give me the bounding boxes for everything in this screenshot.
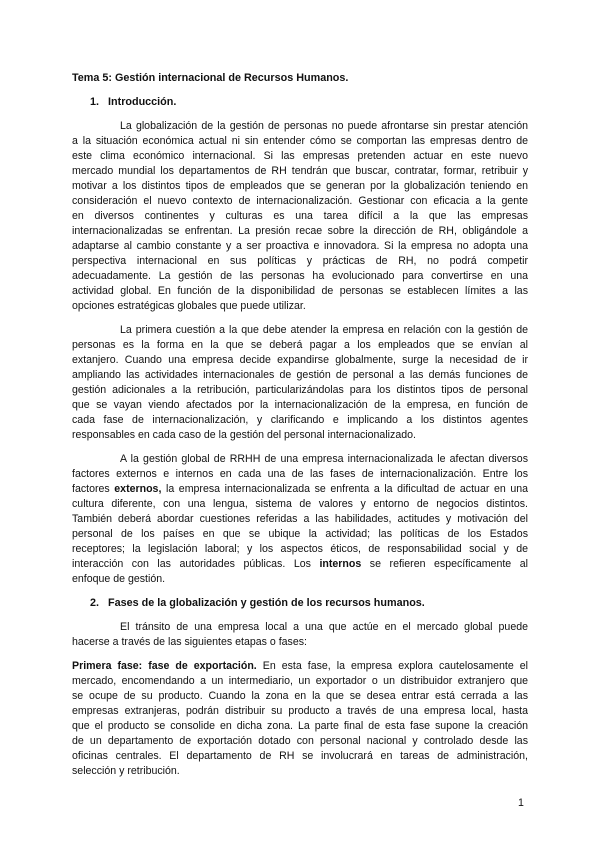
text-run: factores externos e internos en cada una de las fases de internacionalización. Entre los <box>72 468 528 480</box>
paragraph <box>72 659 528 779</box>
text-run: hacerse a través de las siguientes etapas o fases: <box>72 636 307 648</box>
text-run: enfoque de gestión. <box>72 573 166 585</box>
text-run: En esta fase, la empresa explora cautelosamente el <box>256 660 528 672</box>
text-line <box>72 764 528 779</box>
text-run: gestión adicionales a la retribución, particularizándolas para los distintos tipos de personal <box>72 384 528 396</box>
text-run: responsables en cada caso de la gestión del personal internacionalizado. <box>72 429 416 441</box>
text-line <box>72 620 528 635</box>
text-run: internacionalizadas se enfrentan. La presión recae sobre la dirección de RH, obligándole a <box>72 225 528 237</box>
text-line <box>72 635 528 650</box>
text-run: adecuadamente. La gestión de las personas ha evolucionado para convertirse en una <box>72 270 528 282</box>
text-line <box>72 557 528 572</box>
text-line <box>72 413 528 428</box>
text-line <box>72 239 528 254</box>
bold-text: internos <box>319 558 362 570</box>
text-run: oficinas centrales. El departamento de RH se involucrará en tareas de administración, <box>72 750 528 762</box>
paragraph <box>72 323 528 443</box>
bold-text: externos, <box>114 483 162 495</box>
text-run: en diversos continentes y culturas es una tarea difícil a la que las empresas <box>72 210 528 222</box>
section-heading-introduccion <box>90 95 528 110</box>
text-line <box>72 119 528 134</box>
text-run: se ocupe de su producto. Cuando la zona en la que se desea entrar está cerrada a las <box>72 690 528 702</box>
text-line <box>72 149 528 164</box>
section-number: 2. <box>90 597 100 609</box>
text-line <box>72 338 528 353</box>
text-line <box>72 527 528 542</box>
text-run: selección y retribución. <box>72 765 180 777</box>
text-line <box>72 719 528 734</box>
text-line <box>72 452 528 467</box>
document-body <box>72 71 528 788</box>
text-line <box>72 398 528 413</box>
text-run: extanjero. Cuando una empresa decide expandirse globalmente, surge la necesidad de ir <box>72 354 528 366</box>
section-title: Fases de la globalización y gestión de los recursos humanos. <box>108 597 425 609</box>
text-run: cultura diferente, con una lengua, sistema de valores y entorno de negocios distintos. <box>72 498 528 510</box>
text-run: mercado mundial los departamentos de RH tendrán que buscar, contratar, formar, retribuir y <box>72 165 528 177</box>
bold-text: Primera fase: fase de exportación. <box>72 660 257 672</box>
text-run: La primera cuestión a la que debe atender la empresa en relación con la gestión de <box>120 324 528 336</box>
section-number: 1. <box>90 96 100 108</box>
text-line <box>72 224 528 239</box>
paragraph <box>72 620 528 650</box>
text-line <box>72 704 528 719</box>
text-line <box>72 542 528 557</box>
text-run: actividad global. En función de la disponibilidad de personas se establecen límites a las <box>72 285 528 297</box>
text-line <box>72 353 528 368</box>
text-line <box>72 194 528 209</box>
text-line <box>72 749 528 764</box>
section-title: Introducción. <box>108 96 177 108</box>
text-line <box>72 497 528 512</box>
text-run: También deberá abordar cuestiones referidas a las habilidades, actitudes y motivación del <box>72 513 528 525</box>
text-run: motivar a los distintos tipos de empleados que se generan por la globalización teniendo en <box>72 180 528 192</box>
text-line <box>72 512 528 527</box>
text-run: A la gestión global de RRHH de una empresa internacionalizada le afectan diversos <box>120 453 528 465</box>
page-number: 1 <box>518 797 524 809</box>
text-line <box>72 482 528 497</box>
text-line <box>72 734 528 749</box>
text-line <box>72 659 528 674</box>
text-line <box>72 572 528 587</box>
text-run: se refieren específicamente al <box>361 558 528 570</box>
text-line <box>72 254 528 269</box>
text-run: mercado, encomendando a un intermediario, un exportador o un distribuidor extranjero que <box>72 675 528 687</box>
text-line <box>72 299 528 314</box>
text-run: empresas extranjeras, podrán distribuir su producto a través de una empresa local, hasta <box>72 705 528 717</box>
text-run: este clima económico internacional. Si las empresas pretenden actuar en este nuevo <box>72 150 528 162</box>
text-line <box>72 269 528 284</box>
text-run: a la situación económica actual ni sin entender cómo se comportan las empresas dentro de <box>72 135 528 147</box>
text-line <box>72 467 528 482</box>
text-run: que el producto se consolide en dicha zona. La parte final de esta fase supone la creación <box>72 720 528 732</box>
text-run: cada fase de internacionalización, y clarificando e implicando a los distintos agentes <box>72 414 528 426</box>
paragraph <box>72 452 528 587</box>
text-run: personas es la forma en la que se deberá pagar a los empleados que se envían al <box>72 339 528 351</box>
text-run: factores <box>72 483 115 495</box>
text-run: personal de los países en que se ubique la actividad; las políticas de los Estados <box>72 528 528 540</box>
document-title: Tema 5: Gestión internacional de Recursos Humanos. <box>72 72 349 84</box>
text-run: opciones estratégicas globales que puede utilizar. <box>72 300 306 312</box>
text-run: de un departamento de exportación dotado con personal nacional y controlado desde las <box>72 735 528 747</box>
text-line <box>72 428 528 443</box>
text-run: ampliando las actividades internacionales de gestión de personal a las demás funciones de <box>72 369 528 381</box>
text-line <box>72 368 528 383</box>
text-run: El tránsito de una empresa local a una que actúe en el mercado global puede <box>120 621 528 633</box>
text-run: interacción con las autoridades públicas. Los <box>72 558 320 570</box>
text-line <box>72 179 528 194</box>
text-line <box>72 209 528 224</box>
text-line <box>72 164 528 179</box>
text-line <box>72 284 528 299</box>
section-heading-fases <box>90 596 528 611</box>
text-run: adaptarse al cambio constante y a ser proactiva e innovadora. Si la empresa no adopta una <box>72 240 528 252</box>
text-line <box>72 323 528 338</box>
text-run: que se vayan viendo afectados por la internacionalización de la empresa, en función de <box>72 399 528 411</box>
text-run: receptores; la legislación laboral; y los aspectos éticos, de responsabilidad social y de <box>72 543 528 555</box>
text-line <box>72 674 528 689</box>
text-run: La globalización de la gestión de personas no puede afrontarse sin prestar atención <box>120 120 528 132</box>
text-line <box>72 134 528 149</box>
text-line <box>72 383 528 398</box>
text-line <box>72 689 528 704</box>
text-run: perspectiva internacional en sus políticas y prácticas de RH, no podrá competir <box>72 255 528 267</box>
text-run: consideración el nuevo contexto de internacionalización. Gestionar con eficacia a la gente <box>72 195 528 207</box>
paragraph <box>72 119 528 314</box>
text-run: la empresa internacionalizada se enfrenta a la dificultad de actuar en una <box>161 483 528 495</box>
